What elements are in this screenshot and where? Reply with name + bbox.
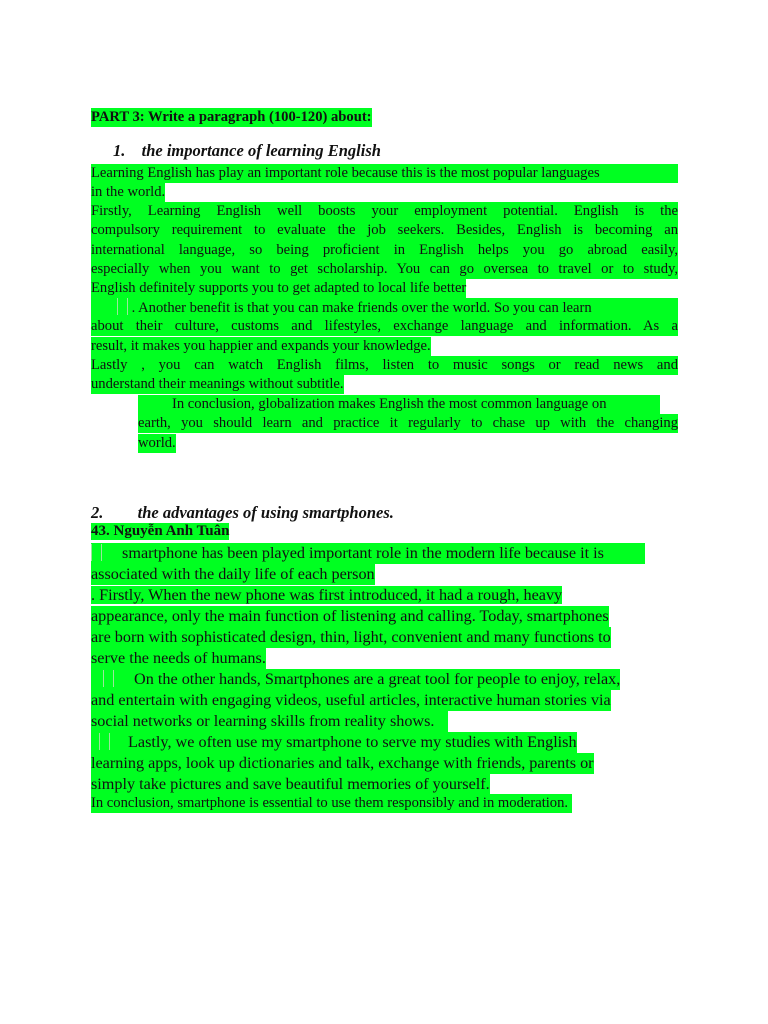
topic1-title: the importance of learning English xyxy=(141,141,381,160)
t1-p5-l1: In conclusion, globalization makes English the most common language on xyxy=(172,396,607,412)
t1-p1-l2: in the world. xyxy=(91,183,165,202)
text-cursor-marker xyxy=(99,733,110,750)
t1-p2-l5: English definitely supports you to get adapted to local life better xyxy=(91,279,466,298)
t1-p2-l3: international language, so being proficient in English helps you go abroad easily, xyxy=(91,241,678,260)
t2-p1-l1-wrap xyxy=(91,543,645,564)
topic1-heading xyxy=(113,141,381,161)
t1-p4-l2: understand their meanings without subtitle. xyxy=(91,375,344,394)
t2-p1-l2: associated with the daily life of each person xyxy=(91,565,375,583)
topic2-heading xyxy=(91,503,394,523)
t1-p3-l1: . Another benefit is that you can make friends over the world. So you can learn xyxy=(131,300,592,316)
t1-p5-l1-wrap xyxy=(138,395,660,414)
t2-p4-l1: Lastly, we often use my smartphone to serve my studies with English xyxy=(128,733,577,751)
topic2-author: 43. Nguyễn Anh Tuân xyxy=(91,523,230,539)
t1-p3 xyxy=(91,317,678,336)
t2-p3-l3: social networks or learning skills from reality shows. xyxy=(91,711,448,732)
t2-p4-l2: learning apps, look up dictionaries and talk, exchange with friends, parents or xyxy=(91,754,594,772)
t1-p5-l3: world. xyxy=(138,434,176,453)
t1-p4 xyxy=(91,356,678,375)
t1-p3-l3: result, it makes you happier and expands your knowledge. xyxy=(91,337,431,356)
t2-p3-l1-wrap xyxy=(91,669,620,690)
topic2-title: the advantages of using smartphones. xyxy=(137,503,394,522)
t2-p4-l1-wrap xyxy=(91,732,577,753)
topic2-number: 2. xyxy=(91,503,104,522)
t2-p2-l1: . Firstly, When the new phone was first introduced, it had a rough, heavy xyxy=(91,586,563,604)
t2-p2-l3: are born with sophisticated design, thin, light, convenient and many functions to xyxy=(91,628,611,646)
t2-p5-l1: In conclusion, smartphone is essential to use them responsibly and in moderation. xyxy=(91,794,572,813)
topic1-number: 1. xyxy=(113,141,126,160)
t1-p2-l1: Firstly, Learning English well boosts your employment potential. English is the xyxy=(91,202,678,221)
t2-p2-l2: appearance, only the main function of listening and calling. Today, smartphones xyxy=(91,607,609,625)
t2-p3-l1: On the other hands, Smartphones are a great tool for people to enjoy, relax, xyxy=(134,670,621,688)
t2-p2-l4: serve the needs of humans. xyxy=(91,649,266,667)
t1-p5 xyxy=(138,414,678,433)
t2-p4-l3: simply take pictures and save beautiful memories of yourself. xyxy=(91,775,490,793)
t2-p1-l1: smartphone has been played important role in the modern life because it is xyxy=(122,544,604,562)
part-heading: PART 3: Write a paragraph (100-120) about: xyxy=(91,108,372,127)
t2-p3-l2: and entertain with engaging videos, useful articles, interactive human stories via xyxy=(91,691,611,709)
t1-p2-l2: compulsory requirement to evaluate the job seekers. Besides, English is becoming an xyxy=(91,221,678,240)
text-cursor-marker xyxy=(103,670,114,687)
t1-p1-l1: Learning English has play an important role because this is the most popular languages xyxy=(91,164,678,183)
t1-p3-l1-wrap xyxy=(91,298,678,318)
t1-p2-l4: especially when you want to get scholarship. You can go oversea to travel or to study, xyxy=(91,260,678,279)
t1-p2 xyxy=(91,202,678,279)
text-cursor-marker xyxy=(91,544,102,561)
t1-p3-l2: about their culture, customs and lifestyles, exchange language and information. As a xyxy=(91,317,678,336)
t1-p5-l2: earth, you should learn and practice it regularly to chase up with the changing xyxy=(138,414,678,433)
text-cursor-marker xyxy=(117,298,128,315)
t1-p4-l1: Lastly , you can watch English films, listen to music songs or read news and xyxy=(91,356,678,375)
